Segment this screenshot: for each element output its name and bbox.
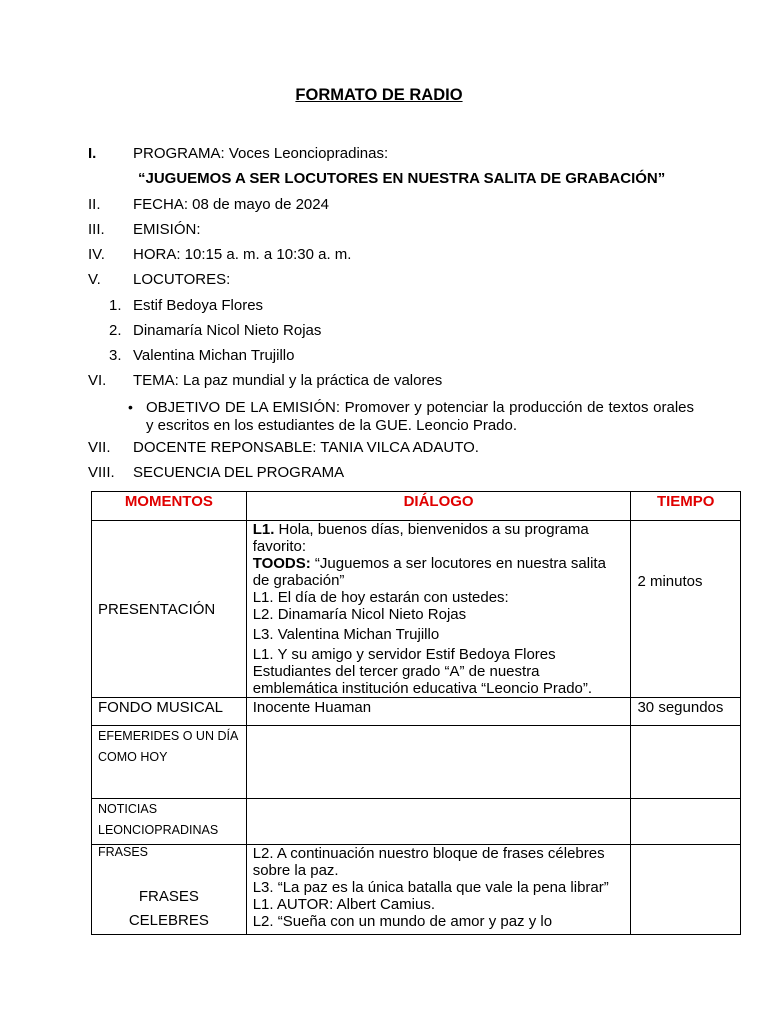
dialogo-text: “Juguemos a ser locutores en nuestra salita de grabación” (252, 555, 606, 589)
program-sequence-table (91, 491, 741, 935)
section-number: V. (88, 271, 101, 288)
dialogo-line: L1. El día de hoy estarán con ustedes: (252, 589, 509, 606)
momento-cell: EFEMERIDES O UN DÍA COMO HOY (92, 726, 247, 799)
bullet-icon: • (128, 399, 133, 415)
dialogo-line: L1. AUTOR: Albert Camius. (252, 896, 435, 913)
tiempo-cell: 30 segundos (631, 698, 741, 726)
tiempo-cell: 2 minutos (631, 521, 741, 698)
section-number: IV. (88, 246, 105, 263)
table-row (92, 845, 741, 935)
dialogo-cell (246, 845, 631, 935)
table-row (92, 698, 741, 726)
section-text: EMISIÓN: (133, 221, 201, 238)
header-dialogo: DIÁLOGO (246, 492, 631, 521)
tiempo-cell (631, 799, 741, 845)
page-title: FORMATO DE RADIO (295, 86, 463, 104)
list-text: Valentina Michan Trujillo (133, 347, 295, 364)
momento-cell (92, 845, 247, 935)
dialogo-line: Estudiantes del tercer grado “A” de nuestra emblemática institución educativa “Leoncio Prado”. (252, 663, 593, 697)
objetivo-text: OBJETIVO DE LA EMISIÓN: Promover y potenciar la producción de textos orales y escritos en los estudiantes de la GUE. Leoncio Prado. (146, 399, 694, 434)
list-text: Dinamaría Nicol Nieto Rojas (133, 322, 322, 339)
section-number: I. (88, 145, 97, 162)
dialogo-line (253, 521, 625, 555)
table-header-row (92, 492, 741, 521)
dialogo-line: L2. “Sueña con un mundo de amor y paz y lo (252, 913, 553, 930)
list-text: Estif Bedoya Flores (133, 297, 264, 314)
dialogo-cell (246, 726, 631, 799)
dialogo-line: L2. A continuación nuestro bloque de frases célebres sobre la paz. (252, 845, 605, 879)
section-text: HORA: 10:15 a. m. a 10:30 a. m. (133, 246, 352, 263)
section-number: VIII. (88, 464, 115, 481)
momento-cell: FONDO MUSICAL (92, 698, 247, 726)
momento-cell: NOTICIAS LEONCIOPRADINAS (92, 799, 247, 845)
table-row (92, 521, 741, 698)
section-text: DOCENTE REPONSABLE: TANIA VILCA ADAUTO. (133, 439, 479, 456)
section-text: PROGRAMA: Voces Leonciopradinas: (133, 145, 389, 162)
tiempo-cell (631, 726, 741, 799)
header-tiempo: TIEMPO (631, 492, 741, 521)
dialogo-line: L2. Dinamaría Nicol Nieto Rojas (252, 606, 467, 623)
table-row (92, 799, 741, 845)
section-text: LOCUTORES: (133, 271, 231, 288)
table-row (92, 726, 741, 799)
frases-momento: FRASES CELEBRES (128, 888, 209, 929)
section-number: VII. (88, 439, 111, 456)
dialogo-line (253, 555, 625, 589)
dialogo-text: Hola, buenos días, bienvenidos a su programa favorito: (252, 521, 589, 555)
list-number: 3. (109, 347, 122, 364)
dialogo-line: L3. “La paz es la única batalla que vale la pena librar” (252, 879, 609, 896)
speaker-label: TOODS: (252, 555, 311, 572)
dialogo-line: L3. Valentina Michan Trujillo (252, 626, 440, 643)
list-number: 1. (109, 297, 122, 314)
momento-cell: PRESENTACIÓN (92, 521, 247, 698)
section-text: SECUENCIA DEL PROGRAMA (133, 464, 345, 481)
section-number: II. (88, 196, 101, 213)
dialogo-line: L1. Y su amigo y servidor Estif Bedoya Flores (252, 646, 556, 663)
section-number: VI. (88, 372, 107, 389)
section-text: FECHA: 08 de mayo de 2024 (133, 196, 329, 213)
frases-label: FRASES (98, 845, 149, 859)
tiempo-cell (631, 845, 741, 935)
section-number: III. (88, 221, 105, 238)
program-subtitle: “JUGUEMOS A SER LOCUTORES EN NUESTRA SALITA DE GRABACIÓN” (138, 170, 666, 187)
dialogo-cell: Inocente Huaman (246, 698, 631, 726)
dialogo-cell (246, 521, 631, 698)
speaker-label: L1. (252, 521, 275, 538)
section-text: TEMA: La paz mundial y la práctica de valores (133, 372, 443, 389)
dialogo-cell (246, 799, 631, 845)
header-momentos: MOMENTOS (92, 492, 247, 521)
list-number: 2. (109, 322, 122, 339)
